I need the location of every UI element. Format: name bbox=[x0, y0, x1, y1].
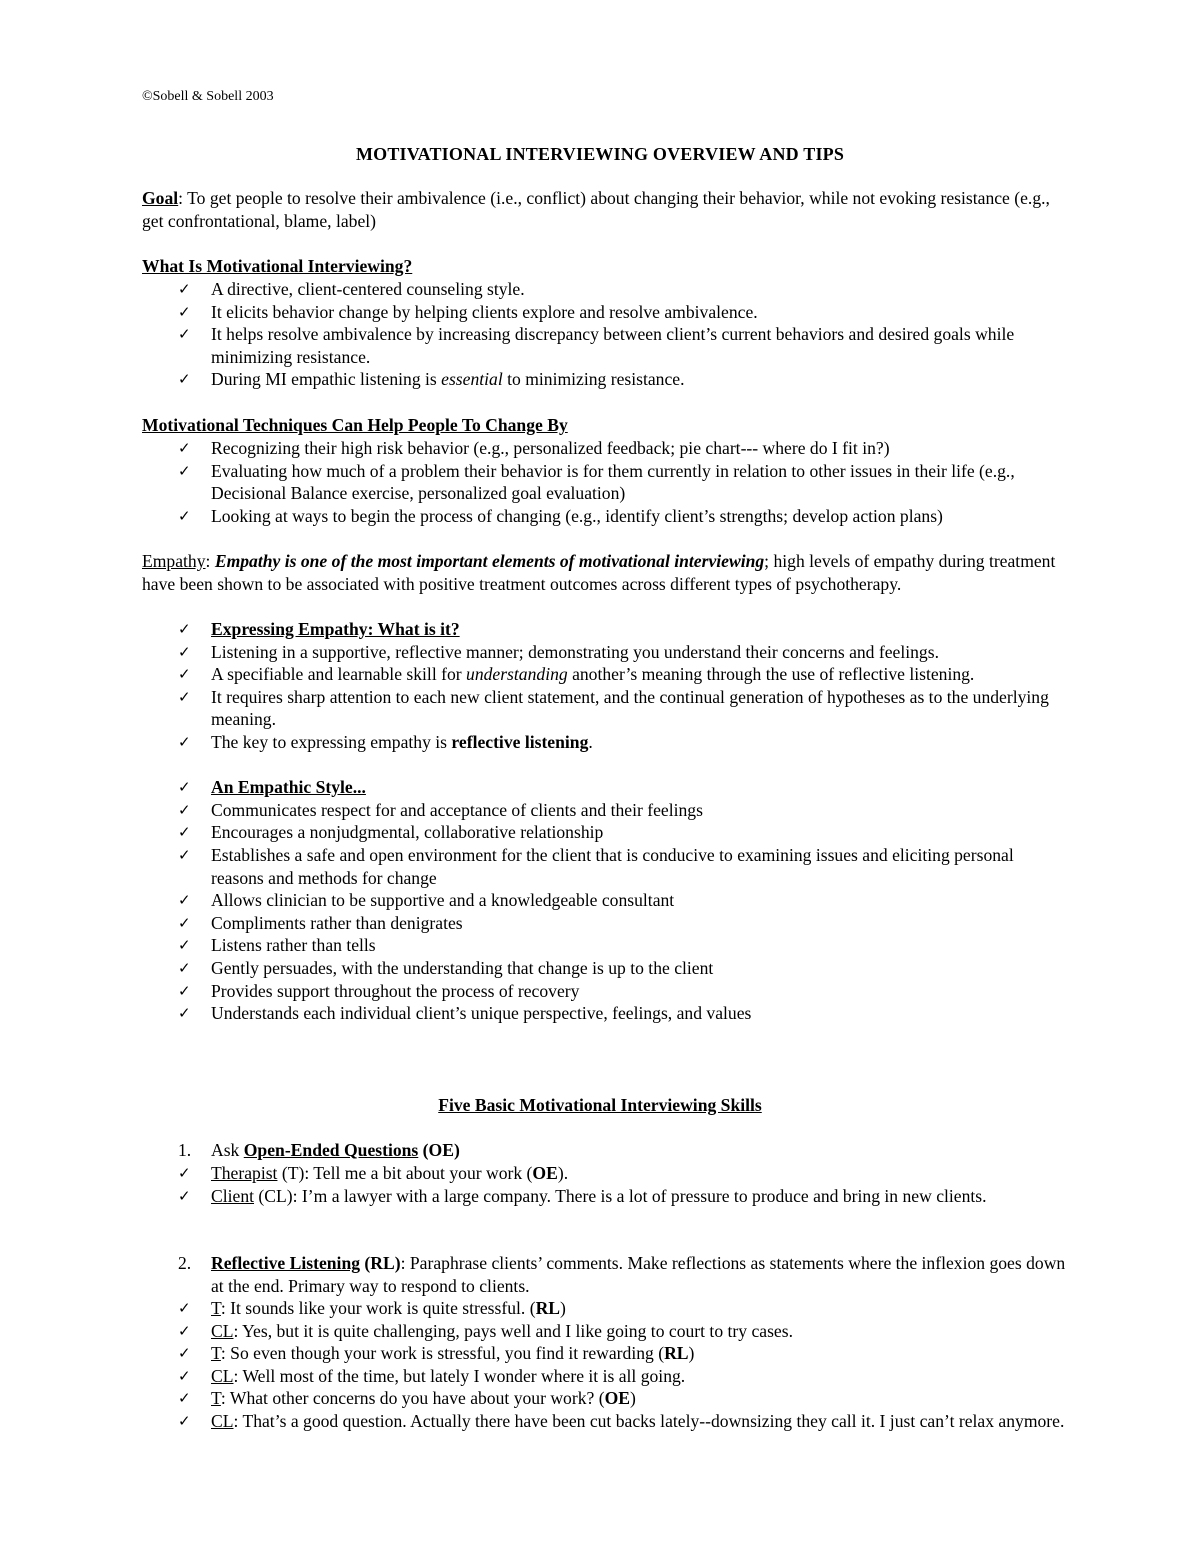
check-icon: ✓ bbox=[178, 913, 191, 932]
list-item: ✓ Therapist (T): Tell me a bit about your work (OE). bbox=[178, 1163, 569, 1183]
list-item bbox=[178, 618, 1068, 641]
list-item: ✓ Gently persuades, with the understanding that change is up to the client bbox=[178, 957, 714, 978]
skill-number: 1. bbox=[178, 1140, 192, 1160]
check-icon: ✓ bbox=[178, 620, 191, 638]
check-icon: ✓ bbox=[178, 936, 191, 955]
empathic-style-heading: An Empathic Style... bbox=[211, 777, 366, 798]
spacer bbox=[178, 754, 1068, 777]
check-icon: ✓ bbox=[178, 1186, 191, 1205]
list-item: ✓ Establishes a safe and open environment for the client that is conducive to examining issues and eliciting personal reasons and methods for change bbox=[178, 844, 1014, 888]
check-icon: ✓ bbox=[178, 823, 191, 842]
goal-paragraph bbox=[142, 187, 1062, 232]
check-icon: ✓ bbox=[178, 958, 191, 977]
list-item: ✓ Client (CL): I’m a lawyer with a large company. There is a lot of pressure to produce and bring in new clients. bbox=[178, 1185, 987, 1206]
list-item: ✓ Allows clinician to be supportive and a knowledgeable consultant bbox=[178, 890, 675, 911]
list-item: ✓ Evaluating how much of a problem their behavior is for them currently in relation to other issues in their life (e.g., Decisional Balance exercise, personalized goal evaluation) bbox=[178, 460, 1015, 504]
list-item: ✓ Encourages a nonjudgmental, collaborative relationship bbox=[178, 822, 604, 843]
check-icon: ✓ bbox=[178, 891, 191, 910]
check-icon: ✓ bbox=[178, 1411, 191, 1430]
check-icon: ✓ bbox=[178, 439, 191, 457]
goal-label: Goal bbox=[142, 188, 179, 208]
copyright-notice: ©Sobell & Sobell 2003 bbox=[142, 89, 274, 104]
list-item: 2. Reflective Listening (RL): Paraphrase clients’ comments. Make reflections as statements where the inflexion goes down at the end. Primary way to respond to clients. bbox=[178, 1253, 1066, 1296]
list-item: ✓ T: It sounds like your work is quite stressful. (RL) bbox=[178, 1298, 566, 1318]
skill-1-list bbox=[178, 1139, 1068, 1162]
skill-1-examples bbox=[178, 1162, 1068, 1207]
check-icon: ✓ bbox=[178, 1321, 191, 1340]
document-title: MOTIVATIONAL INTERVIEWING OVERVIEW AND TIPS bbox=[355, 144, 845, 164]
check-icon: ✓ bbox=[178, 732, 191, 751]
techniques-heading: Motivational Techniques Can Help People To Change By bbox=[142, 415, 568, 435]
check-icon: ✓ bbox=[178, 506, 191, 525]
check-icon: ✓ bbox=[178, 461, 191, 480]
list-item: ✓ CL: That’s a good question. Actually there have been cut backs lately--downsizing they call it. I just can’t relax anymore. bbox=[178, 1410, 1065, 1431]
check-icon: ✓ bbox=[178, 302, 191, 321]
check-icon: ✓ bbox=[178, 778, 191, 797]
list-item bbox=[178, 776, 1068, 799]
expressing-empathy-heading: Expressing Empathy: What is it? bbox=[211, 619, 460, 639]
check-icon: ✓ bbox=[178, 1164, 191, 1182]
check-icon: ✓ bbox=[178, 370, 191, 389]
list-item: ✓ It helps resolve ambivalence by increasing discrepancy between client’s current behaviors and desired goals while minimizing resistance. bbox=[178, 324, 1015, 367]
list-item: ✓ CL: Yes, but it is quite challenging, pays well and I like going to court to try cases. bbox=[178, 1320, 793, 1341]
list-item: 1. Ask Open-Ended Questions (OE) bbox=[178, 1140, 460, 1160]
list-item: ✓ Listens rather than tells bbox=[178, 935, 376, 956]
check-icon: ✓ bbox=[178, 1366, 191, 1385]
check-icon: ✓ bbox=[178, 280, 191, 298]
list-item: ✓ A specifiable and learnable skill for understanding another’s meaning through the use of reflective listening. bbox=[178, 664, 975, 685]
list-item: ✓ Communicates respect for and acceptance of clients and their feelings bbox=[178, 799, 703, 820]
check-icon: ✓ bbox=[178, 1389, 191, 1408]
skills-heading: Five Basic Motivational Interviewing Skills bbox=[438, 1095, 762, 1115]
check-icon: ✓ bbox=[178, 1344, 191, 1363]
check-icon: ✓ bbox=[178, 325, 191, 344]
list-item: ✓ Listening in a supportive, reflective manner; demonstrating you understand their concerns and feelings. bbox=[178, 641, 939, 662]
list-item: ✓ CL: Well most of the time, but lately I wonder where it is all going. bbox=[178, 1365, 686, 1386]
check-icon: ✓ bbox=[178, 981, 191, 1000]
skill-number: 2. bbox=[178, 1253, 192, 1273]
list-item: ✓ It elicits behavior change by helping clients explore and resolve ambivalence. bbox=[178, 301, 758, 322]
list-item: ✓ T: What other concerns do you have about your work? (OE) bbox=[178, 1388, 636, 1409]
list-item: ✓ Compliments rather than denigrates bbox=[178, 912, 463, 933]
list-item: ✓ Understands each individual client’s unique perspective, feelings, and values bbox=[178, 1003, 752, 1024]
list-item: ✓ The key to expressing empathy is reflective listening. bbox=[178, 731, 593, 752]
check-icon: ✓ bbox=[178, 1004, 191, 1023]
check-icon: ✓ bbox=[178, 845, 191, 864]
techniques-list bbox=[178, 437, 1068, 527]
check-icon: ✓ bbox=[178, 1299, 191, 1317]
empathy-paragraph: Empathy: Empathy is one of the most important elements of motivational interviewing; high levels of empathy during treatment have been shown to be associated with positive treatment outcomes across different types of psychotherapy. bbox=[142, 551, 1056, 594]
check-icon: ✓ bbox=[178, 665, 191, 684]
list-item: ✓ Recognizing their high risk behavior (e.g., personalized feedback; pie chart--- where do I fit in?) bbox=[178, 438, 890, 458]
empathy-label: Empathy bbox=[142, 551, 206, 571]
goal-text: : To get people to resolve their ambivalence (i.e., conflict) about changing their behavior, while not evoking resistance (e.g., get confrontational, blame, label) bbox=[142, 188, 1050, 231]
list-item: ✓ T: So even though your work is stressful, you find it rewarding (RL) bbox=[178, 1343, 695, 1364]
list-item: ✓ Looking at ways to begin the process of changing (e.g., identify client’s strengths; develop action plans) bbox=[178, 505, 943, 526]
list-item: ✓ It requires sharp attention to each new client statement, and the continual generation of hypotheses as to the underlying meaning. bbox=[178, 686, 1049, 730]
list-item: ✓ A directive, client-centered counseling style. bbox=[178, 279, 525, 299]
expressing-empathy-list bbox=[178, 618, 1068, 1025]
check-icon: ✓ bbox=[178, 642, 191, 661]
check-icon: ✓ bbox=[178, 800, 191, 819]
check-icon: ✓ bbox=[178, 687, 191, 706]
list-item: ✓ Provides support throughout the process of recovery bbox=[178, 980, 580, 1001]
list-item: ✓ During MI empathic listening is essential to minimizing resistance. bbox=[178, 369, 685, 390]
what-is-mi-list bbox=[178, 278, 1068, 391]
skill-2-list bbox=[178, 1252, 1068, 1297]
skill-2-examples bbox=[178, 1297, 1068, 1433]
empathy-emphasis: Empathy is one of the most important elements of motivational interviewing bbox=[214, 551, 765, 571]
what-is-mi-heading: What Is Motivational Interviewing? bbox=[142, 256, 413, 276]
